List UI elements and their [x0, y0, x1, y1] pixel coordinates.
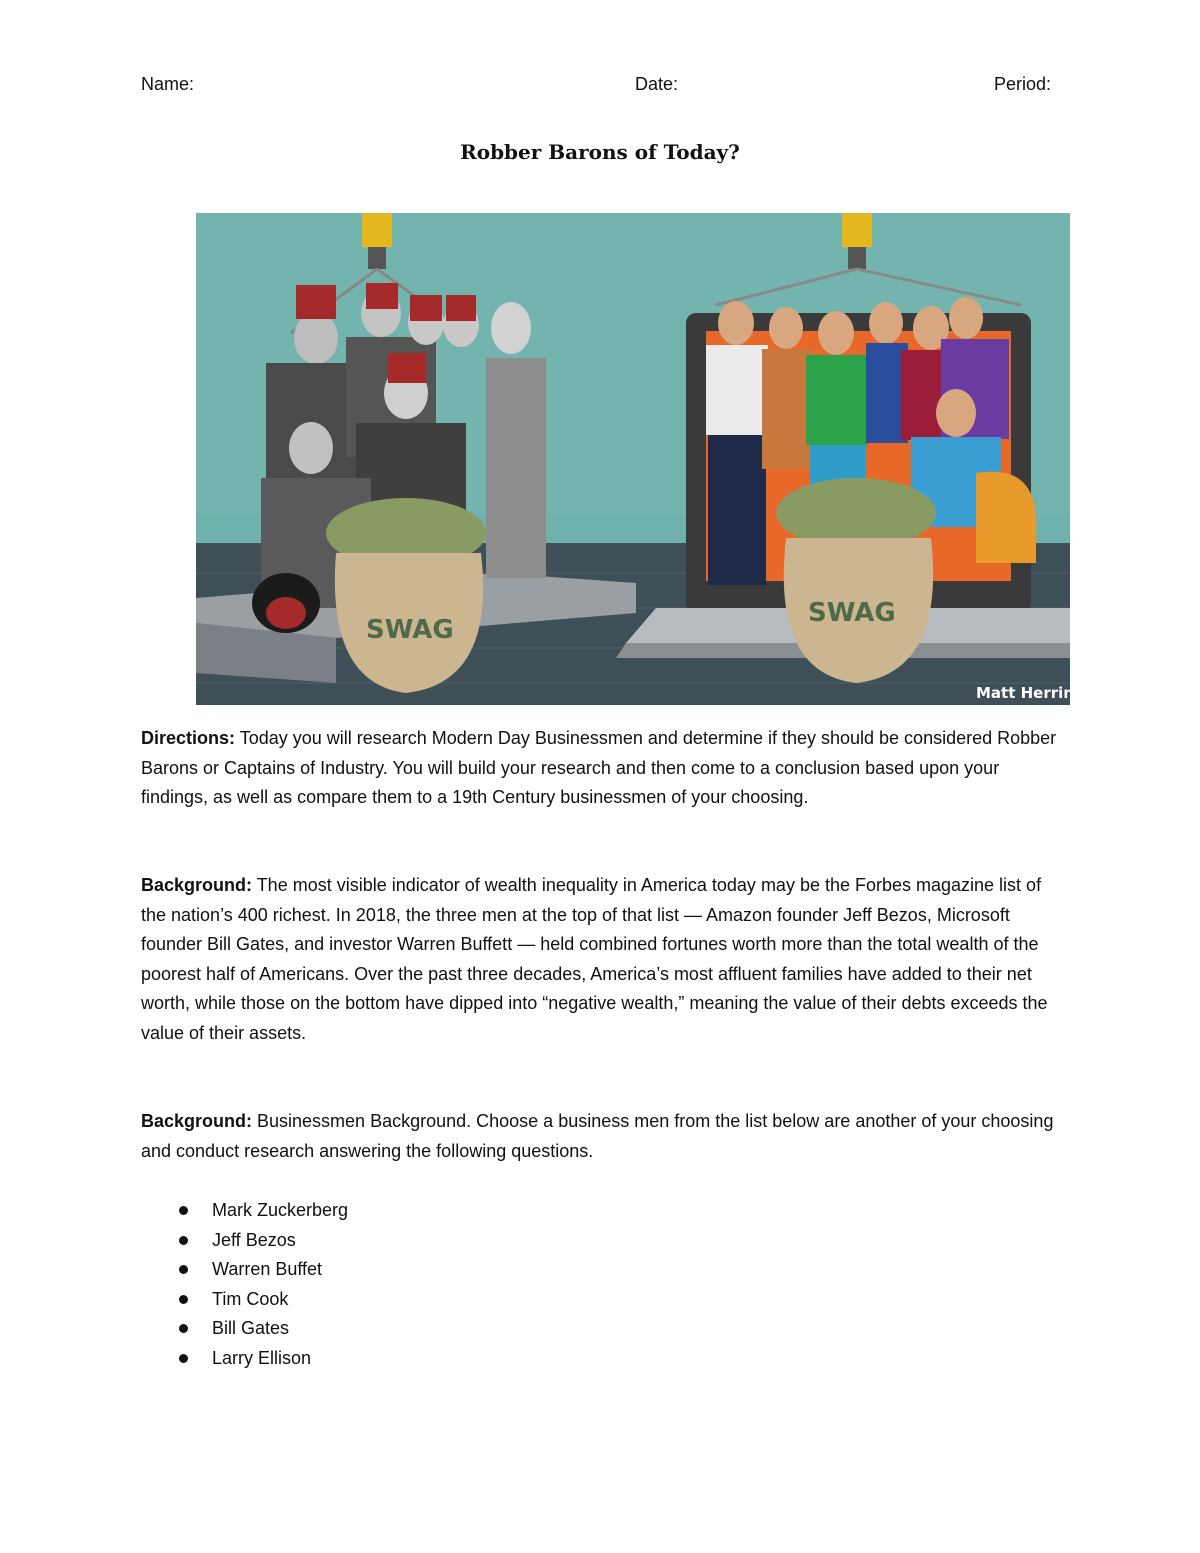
list-item: [141, 1196, 348, 1226]
list-item-text: Larry Ellison: [212, 1347, 312, 1368]
background-label: Background:: [141, 875, 253, 895]
businessmen-list: [141, 1196, 348, 1374]
left-bag-label: SWAG: [366, 615, 454, 645]
bullet-icon: [179, 1206, 188, 1215]
list-item-text: Mark Zuckerberg: [212, 1200, 349, 1220]
illustration-art: [196, 213, 1085, 705]
bullet-icon: [179, 1295, 188, 1304]
list-item: [141, 1255, 348, 1285]
list-item: [141, 1226, 348, 1256]
student-info-row: [141, 74, 1051, 98]
businessmen-background-paragraph: [141, 1107, 1066, 1166]
businessmen-background-text: Businessmen Background. Choose a business men from the list below are another of your choosing and conduct research answering the following questions.: [141, 1111, 1054, 1161]
list-item-text: Tim Cook: [212, 1288, 289, 1309]
directions-text: Today you will research Modern Day Businessmen and determine if they should be considered Robber Barons or Captains of Industry. You will build your research and then come to a conclusion based upon your findings, as well as compare them to a 19th Century businessmen of your choosing.: [141, 728, 1057, 808]
list-item: [141, 1344, 348, 1374]
list-item: [141, 1285, 348, 1315]
right-bag-label: SWAG: [808, 598, 896, 628]
bullet-icon: [179, 1265, 188, 1274]
directions-label: Directions:: [141, 728, 236, 748]
background-paragraph: [141, 871, 1066, 1049]
list-item: [141, 1314, 348, 1344]
list-item-text: Bill Gates: [212, 1318, 290, 1339]
list-item-text: Jeff Bezos: [212, 1229, 296, 1250]
illustration-credit: Matt Herring: [976, 684, 1085, 702]
page-title: Robber Barons of Today?: [460, 140, 740, 164]
bullet-icon: [179, 1354, 188, 1363]
businessmen-background-label: Background:: [141, 1111, 253, 1131]
date-label: Date:: [635, 74, 679, 94]
period-label: Period:: [993, 74, 1051, 94]
robber-barons-illustration: [196, 213, 1085, 705]
list-item-text: Warren Buffet: [212, 1259, 323, 1280]
bullet-icon: [179, 1236, 188, 1245]
directions-paragraph: [141, 724, 1066, 813]
name-label: Name:: [141, 74, 195, 94]
background-text: The most visible indicator of wealth inequality in America today may be the Forbes magazine list of the nation’s 400 richest. In 2018, the three men at the top of that list — Amazon founder Jeff Bezos, Microsoft founder Bill Gates, and investor Warren Buffett — held combined fortunes worth more than the total wealth of the poorest half of Americans. Over the past three decades, America’s most affluent families have added to their net worth, while those on the bottom have dipped into “negative wealth,” meaning the value of their debts exceeds the value of their assets.: [141, 875, 1048, 1043]
bullet-icon: [179, 1324, 188, 1333]
